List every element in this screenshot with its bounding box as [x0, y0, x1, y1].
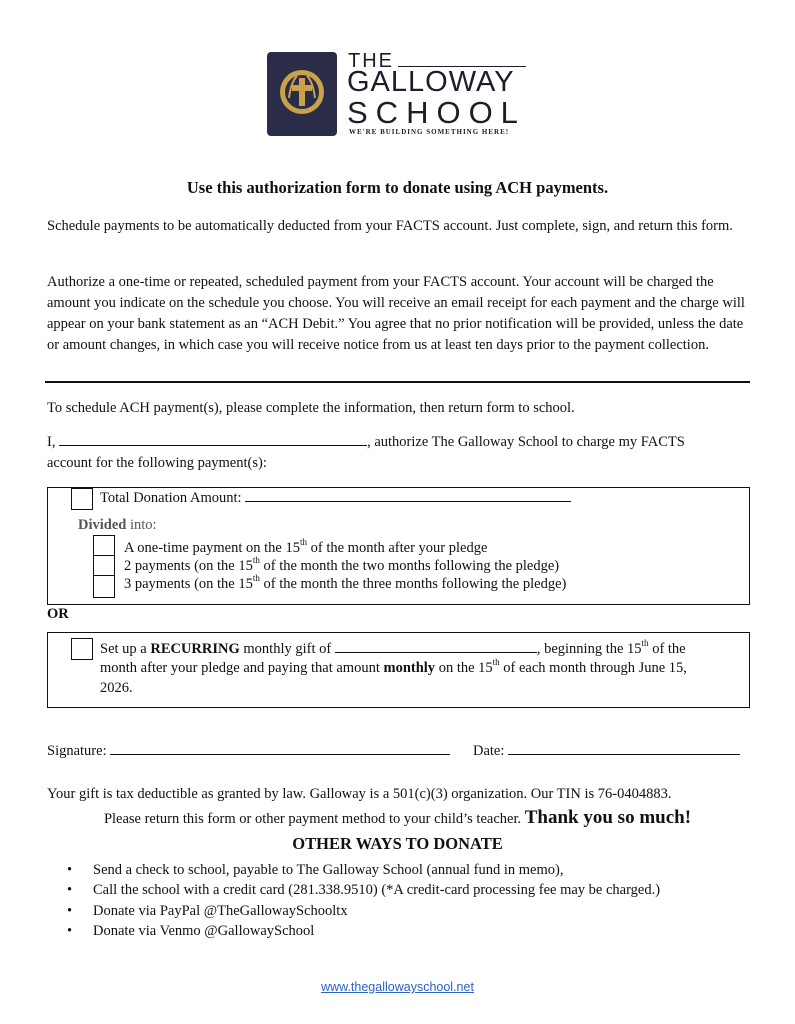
instructions: To schedule ACH payment(s), please complete the information, then return form to school.	[47, 400, 575, 416]
divided-word: Divided	[78, 517, 127, 533]
recurring-l2a: month after your pledge and paying that amount	[100, 660, 384, 676]
recurring-bold: RECURRING	[150, 641, 240, 657]
list-item-text: Send a check to school, payable to The Galloway School (annual fund in memo),	[93, 862, 564, 878]
three-payments-checkbox[interactable]	[93, 576, 115, 598]
recurring-line-1	[100, 638, 686, 660]
bullet-icon: •	[67, 903, 73, 919]
recurring-text: Set up a	[100, 641, 151, 657]
return-note-row	[0, 807, 795, 830]
cross-crest-icon	[267, 52, 337, 136]
choice-text: 2 payments (on the 15	[124, 558, 253, 574]
recurring-amount-field[interactable]	[335, 638, 537, 653]
logo-text-the: THE	[348, 50, 394, 72]
divided-rest: into:	[126, 517, 157, 533]
choice-three-payments	[124, 574, 566, 595]
list-item	[67, 860, 564, 880]
one-time-payment-checkbox[interactable]	[93, 535, 115, 556]
recurring-text-rest: monthly gift of	[239, 641, 332, 657]
recurring-l2c: of each month through June 15,	[499, 660, 687, 676]
signature-field[interactable]	[110, 740, 450, 755]
date-row	[473, 740, 740, 762]
logo-text-galloway: GALLOWAY	[347, 66, 515, 98]
total-donation-label: Total Donation Amount:	[100, 490, 242, 506]
logo-tagline: WE'RE BUILDING SOMETHING HERE!	[349, 128, 510, 136]
name-field[interactable]	[59, 431, 367, 446]
choice-text: A one-time payment on the 15	[124, 540, 300, 556]
choice-sup: th	[252, 555, 260, 566]
bullet-icon: •	[67, 862, 73, 878]
bullet-icon: •	[67, 923, 73, 939]
choice-text: 3 payments (on the 15	[124, 576, 253, 592]
list-item-text: Call the school with a credit card (281.338.9510) (*A credit-card processing fee may be charged.)	[93, 882, 661, 898]
authorize-line-2: account for the following payment(s):	[47, 455, 267, 471]
school-logo-emblem	[267, 52, 337, 136]
list-item	[67, 901, 348, 921]
section-divider	[45, 381, 750, 383]
authorize-suffix: , authorize The Galloway School to charge my FACTS	[367, 434, 685, 450]
footer	[0, 978, 795, 996]
recurring-text-2: , beginning the 15	[536, 641, 642, 657]
logo-text-school: SCHOOL	[347, 95, 526, 130]
signature-label: Signature:	[47, 743, 107, 759]
choice-sup: th	[252, 573, 260, 584]
date-field[interactable]	[508, 740, 740, 755]
intro-paragraph-2: Authorize a one-time or repeated, scheduled payment from your FACTS account. Your account will be charged the amount you indicate on the schedule you choose. You will receive an email receipt for each payment and the charge will appear on your bank statement as an “ACH Debit.” You agree that no prior notification will be provided, unless the date or amount changes, in which case you will receive notice from us at least ten days prior to the payment collection.	[47, 274, 745, 353]
return-note: Please return this form or other payment method to your child’s teacher.	[103, 811, 522, 827]
choice-text-rest: of the month the three months following the pledge)	[259, 576, 567, 592]
recurring-sup: th	[641, 638, 649, 649]
recurring-line-2	[100, 658, 687, 679]
signature-row	[47, 740, 450, 762]
tax-note: Your gift is tax deductible as granted by law. Galloway is a 501(c)(3) organization. Our TIN is 76-0404883.	[47, 786, 672, 802]
list-item	[67, 880, 661, 900]
website-link[interactable]: www.thegallowayschool.net	[321, 980, 474, 994]
other-ways-title: OTHER WAYS TO DONATE	[292, 834, 503, 853]
recurring-gift-checkbox[interactable]	[71, 638, 93, 660]
list-item	[67, 921, 315, 941]
total-donation-row	[100, 487, 571, 509]
bullet-icon: •	[67, 882, 73, 898]
recurring-text-2-rest: of the	[648, 641, 686, 657]
list-item-text: Donate via PayPal @TheGallowaySchooltx	[93, 903, 348, 919]
thank-you-text: Thank you so much!	[524, 807, 692, 828]
or-label: OR	[47, 606, 69, 622]
date-label: Date:	[473, 743, 505, 759]
divided-into-label	[78, 515, 157, 536]
choice-text-rest: of the month the two months following the pledge)	[259, 558, 560, 574]
choice-sup: th	[299, 537, 307, 548]
recurring-l2b: on the 15	[435, 660, 493, 676]
choice-text-rest: of the month after your pledge	[307, 540, 488, 556]
recurring-l2-bold: monthly	[383, 660, 436, 676]
page-title: Use this authorization form to donate using ACH payments.	[186, 178, 609, 197]
intro-paragraph-1: Schedule payments to be automatically deducted from your FACTS account. Just complete, sign, and return this form.	[47, 218, 733, 234]
authorize-line	[47, 431, 685, 453]
recurring-line-3: 2026.	[100, 680, 133, 696]
list-item-text: Donate via Venmo @GallowaySchool	[93, 923, 315, 939]
authorize-prefix: I,	[47, 434, 56, 450]
total-donation-amount-field[interactable]	[245, 487, 571, 502]
total-donation-checkbox[interactable]	[71, 488, 93, 510]
recurring-l2-sup: th	[492, 657, 500, 668]
two-payments-checkbox[interactable]	[93, 556, 115, 576]
